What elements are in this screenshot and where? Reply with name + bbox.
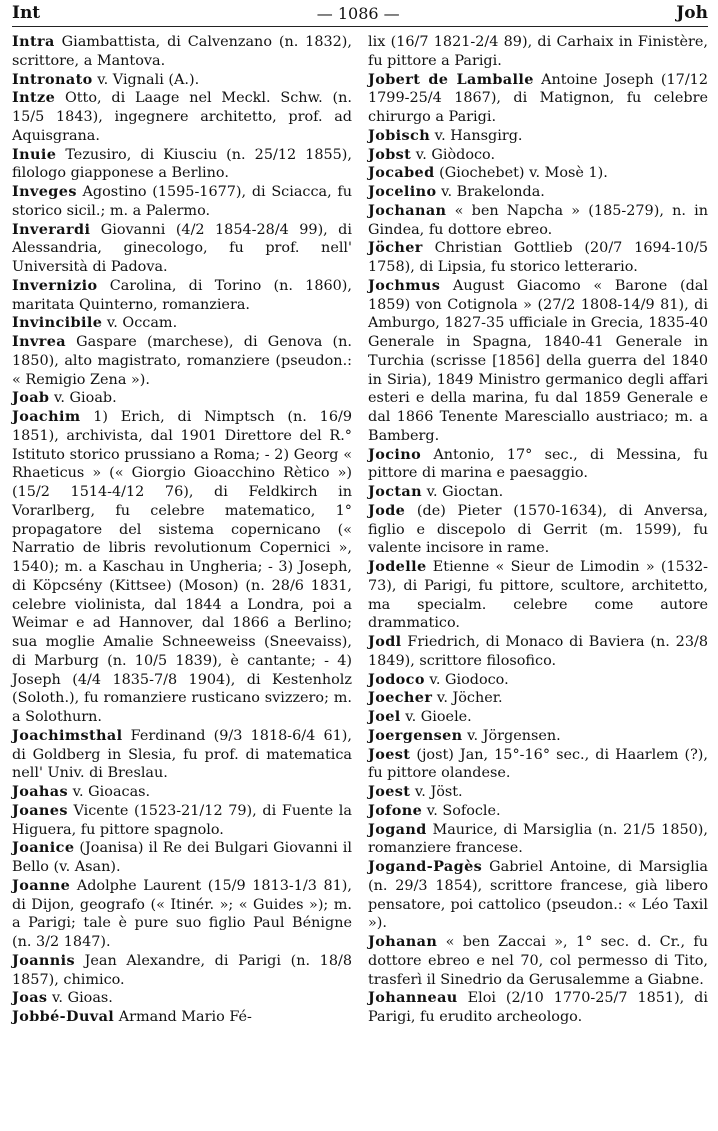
entry-headword: Intra [12,33,55,50]
entry-text: v. Giòdoco. [411,146,496,163]
entry-text: v. Gioele. [400,709,472,725]
dictionary-entry [368,164,708,183]
dictionary-entry [368,127,708,146]
entry-text: v. Giodoco. [424,671,509,688]
entry-text: lix (16/7 1821-2/4 89), di Carhaix in Finistère, fu pittore a Parigi. [368,34,708,69]
entry-headword: Joctan [368,483,423,500]
entry-text: Etienne « Sieur de Limodin » (1532-73), di Parigi, fu pittore, scultore, architetto, ma specialm. celebre come autore drammatico. [368,559,708,632]
dictionary-entry [12,33,352,71]
entry-headword: Jochanan [368,201,447,219]
entry-text: v. Gioas. [47,990,113,1007]
entry-text: Carolina, di Torino (n. 1860), maritata Quinterno, romanziera. [12,277,352,313]
entry-text: August Giacomo « Barone (dal 1859) von Cotignola » (27/2 1808-14/9 81), di Amburgo, 1827-35 ufficiale in Grecia, 1835-40 Generale in Spagna, 1840-41 Generale in Turchia (scrisse [1856] della guerra del 1840 in Siria), 1849 Ministro germanico degli affari esteri e della marina, fu dal 1859 Generale e dal 1866 Tenente Maresciallo austriaco; m. a Bamberg. [368,277,708,444]
entry-headword: Joanice [12,839,75,857]
entry-headword: Invrea [12,333,67,350]
entry-text: v. Occam. [102,315,178,332]
entry-text: 1) Erich, di Nimptsch (n. 16/9 1851), archivista, dal 1901 Direttore del R.° Istituto storico prussiano a Roma; - 2) Georg « Rhaeticus » (« Giorgio Gioacchino Rètico ») (15/2 1514-4/12 76), di Feldkirch in Vorarlberg, fu celebre matematico, 1° propagatore del sistema copernicano (« Narratio de libris revolutionum Copernici », 1540); m. a Kaschau in Ungheria; - 3) Joseph, di Köpcsény (Kittsee) (Moson) (n. 28/6 1831, celebre violinista, dal 1844 a Londra, poi a Weimar e ad Hannover, dal 1866 a Berlino; sua moglie Amalie Schneeweiss (Sneevaiss), di Marburg (n. 10/5 1839), è cantante; - 4) Joseph (4/4 1835-7/8 1904), di Kestenholz (Soloth.), fu romanziere rusticano svizzero; m. a Solothurn. [12,409,352,725]
dictionary-entry [12,783,352,802]
right-column [368,33,708,1027]
entry-headword: Joanes [12,801,68,819]
entry-headword: Joest [368,745,411,763]
dictionary-entry [368,708,708,727]
entry-headword: Joest [368,783,411,800]
entry-text: Gaspare (marchese), di Genova (n. 1850), alto magistrato, romanziere (pseudon.: « Remigio Zena »). [12,334,352,388]
entry-headword: Jodoco [368,670,425,688]
entry-text: v. Vignali (A.). [92,71,200,88]
entry-text: Otto, di Laage nel Meckl. Schw. (n. 15/5 1843), ingegnere architetto, prof. ad Aquisgrana. [12,90,352,144]
dictionary-entry [12,333,352,389]
entry-text: « ben Napcha » (185-279), n. in Gindea, fu dottore ebreo. [368,202,708,238]
entry-headword: Jofone [368,801,423,819]
entry-text: Friedrich, di Monaco di Baviera (n. 23/8 1849), scrittore filosofico. [368,634,708,669]
entry-headword: Jocabed [368,164,435,182]
entry-text: Jean Alexandre, di Parigi (n. 18/8 1857), chimico. [12,952,352,988]
columns [12,33,708,1027]
entry-text: Gabriel Antoine, di Marsiglia (n. 29/3 1854), scrittore francese, già libero pensatore, poi cattolico (pseudon.: « Léo Taxil »). [368,859,708,932]
dictionary-entry [12,802,352,840]
entry-headword: Jochmus [368,276,441,294]
dictionary-entry [12,89,352,145]
left-column [12,33,352,1027]
entry-text: v. Gioctan. [422,484,504,500]
entry-text: Tezusiro, di Kiusciu (n. 25/12 1855), filologo giapponese a Berlino. [12,146,352,182]
entry-headword: Jogand-Pagès [368,858,483,875]
entry-text: (Joanisa) il Re dei Bulgari Giovanni il Bello (v. Asan). [12,840,352,875]
entry-text: Eloi (2/10 1770-25/7 1851), di Parigi, fu erudito archeologo. [368,990,708,1025]
entry-headword: Joecher [368,689,433,707]
entry-headword: Joergensen [368,726,463,744]
entry-headword: Joannis [12,951,76,969]
entry-text: v. Gioacas. [68,784,151,800]
entry-headword: Joel [368,708,401,725]
entry-text: v. Sofocle. [422,802,501,819]
entry-text: Antonio, 17° sec., di Messina, fu pittore di marina e paesaggio. [368,446,708,482]
entry-text: v. Jöst. [410,784,463,800]
dictionary-entry [368,633,708,671]
dictionary-entry [368,483,708,502]
entry-text: Adolphe Laurent (15/9 1813-1/3 81), di Dijon, geografo (« Itinér. »; « Guides »); m. a Parigi; tale è pure suo figlio Paul Bénigne (n. 3/2 1847). [12,877,352,950]
page-number: — 1086 — [316,3,400,23]
entry-headword: Intronato [12,70,93,88]
entry-headword: Joas [12,989,48,1007]
dictionary-entry [12,727,352,783]
dictionary-entry [12,183,352,221]
entry-headword: Jöcher [368,239,423,257]
dictionary-entry [368,689,708,708]
dictionary-entry [12,389,352,408]
entry-text: (jost) Jan, 15°-16° sec., di Haarlem (?), fu pittore olandese. [368,746,708,782]
entry-text: Christian Gottlieb (20/7 1694-10/5 1758), di Lipsia, fu storico letterario. [368,240,708,275]
dictionary-entry [368,183,708,202]
dictionary-entry [368,783,708,802]
dictionary-entry [368,446,708,484]
dictionary-entry [368,821,708,859]
dictionary-entry [368,727,708,746]
dictionary-entry [368,71,708,127]
dictionary-entry [368,33,708,71]
dictionary-entry [368,558,708,633]
dictionary-entry [12,146,352,184]
entry-headword: Joanne [12,876,71,894]
dictionary-entry [12,408,352,727]
dictionary-entry [12,1008,352,1027]
entry-text: v. Hansgirg. [430,127,523,144]
dictionary-entry [368,202,708,240]
entry-headword: Jobst [368,145,412,163]
dictionary-entry [12,221,352,277]
entry-text: Armand Mario Fé- [114,1009,252,1025]
entry-text: v. Jöcher. [432,690,503,707]
entry-headword: Jocino [368,445,422,463]
entry-headword: Jode [368,501,406,519]
entry-headword: Joahas [12,783,69,800]
dictionary-entry [368,858,708,933]
dictionary-entry [12,989,352,1008]
entry-headword: Inuie [12,145,57,163]
dictionary-entry [12,277,352,315]
dictionary-entry [12,71,352,90]
entry-text: Antoine Joseph (17/12 1799-25/4 1867), di Matignon, fu celebre chirurgo a Parigi. [368,71,708,125]
entry-text: Ferdinand (9/3 1818-6/4 61), di Goldberg in Slesia, fu prof. di matematica nell' Univ. di Breslau. [12,727,352,782]
dictionary-entry [368,671,708,690]
entry-headword: Johanneau [368,989,458,1007]
entry-headword: Joachimsthal [12,726,123,744]
entry-headword: Invernizio [12,276,98,294]
entry-headword: Jodl [368,633,402,650]
entry-text: v. Brakelonda. [436,184,545,200]
entry-headword: Joab [12,389,50,407]
entry-headword: Johanan [368,933,438,950]
header-left-guide-word: Int [12,3,41,23]
entry-text: (Giochebet) v. Mosè 1). [434,165,608,182]
dictionary-entry [12,877,352,952]
entry-headword: Joachim [12,408,81,425]
dictionary-entry [12,839,352,877]
entry-headword: Jobert de Lamballe [368,70,534,88]
page-header [12,0,708,27]
entry-text: Vicente (1523-21/12 79), di Fuente la Higuera, fu pittore spagnolo. [12,802,352,838]
entry-text: Maurice, di Marsiglia (n. 21/5 1850), romanziere francese. [368,821,708,857]
dictionary-entry [368,502,708,558]
dictionary-entry [12,314,352,333]
dictionary-entry [368,989,708,1027]
entry-headword: Inveges [12,183,77,200]
entry-text: Giambattista, di Calvenzano (n. 1832), scrittore, a Mantova. [12,34,352,69]
entry-text: Giovanni (4/2 1854-28/4 99), di Alessandria, ginecologo, fu prof. nell' Università di Padova. [12,221,352,275]
entry-headword: Jogand [368,820,427,838]
dictionary-entry [368,146,708,165]
header-right-guide-word: Joh [676,3,708,23]
dictionary-entry [368,802,708,821]
dictionary-entry [368,239,708,277]
entry-headword: Jodelle [368,558,427,575]
entry-text: (de) Pieter (1570-1634), di Anversa, figlio e discepolo di Gerrit (m. 1599), fu valente incisore in rame. [368,502,708,557]
entry-text: Agostino (1595-1677), di Sciacca, fu storico sicil.; m. a Palermo. [12,184,352,219]
entry-headword: Intze [12,89,56,107]
dictionary-entry [368,933,708,989]
entry-headword: Inverardi [12,220,91,238]
dictionary-entry [368,277,708,446]
entry-headword: Jobisch [368,126,431,144]
entry-text: v. Gioab. [49,390,117,407]
entry-headword: Jobbé-Duval [12,1008,115,1025]
entry-headword: Jocelino [368,183,437,200]
dictionary-entry [368,746,708,784]
dictionary-entry [12,952,352,990]
entry-text: v. Jörgensen. [462,727,561,744]
entry-text: « ben Zaccai », 1° sec. d. Cr., fu dottore ebreo e nel 70, col permesso di Tito, trasferì il Sinedrio da Gerusalemme a Giabne. [368,934,708,988]
entry-headword: Invincibile [12,314,103,332]
